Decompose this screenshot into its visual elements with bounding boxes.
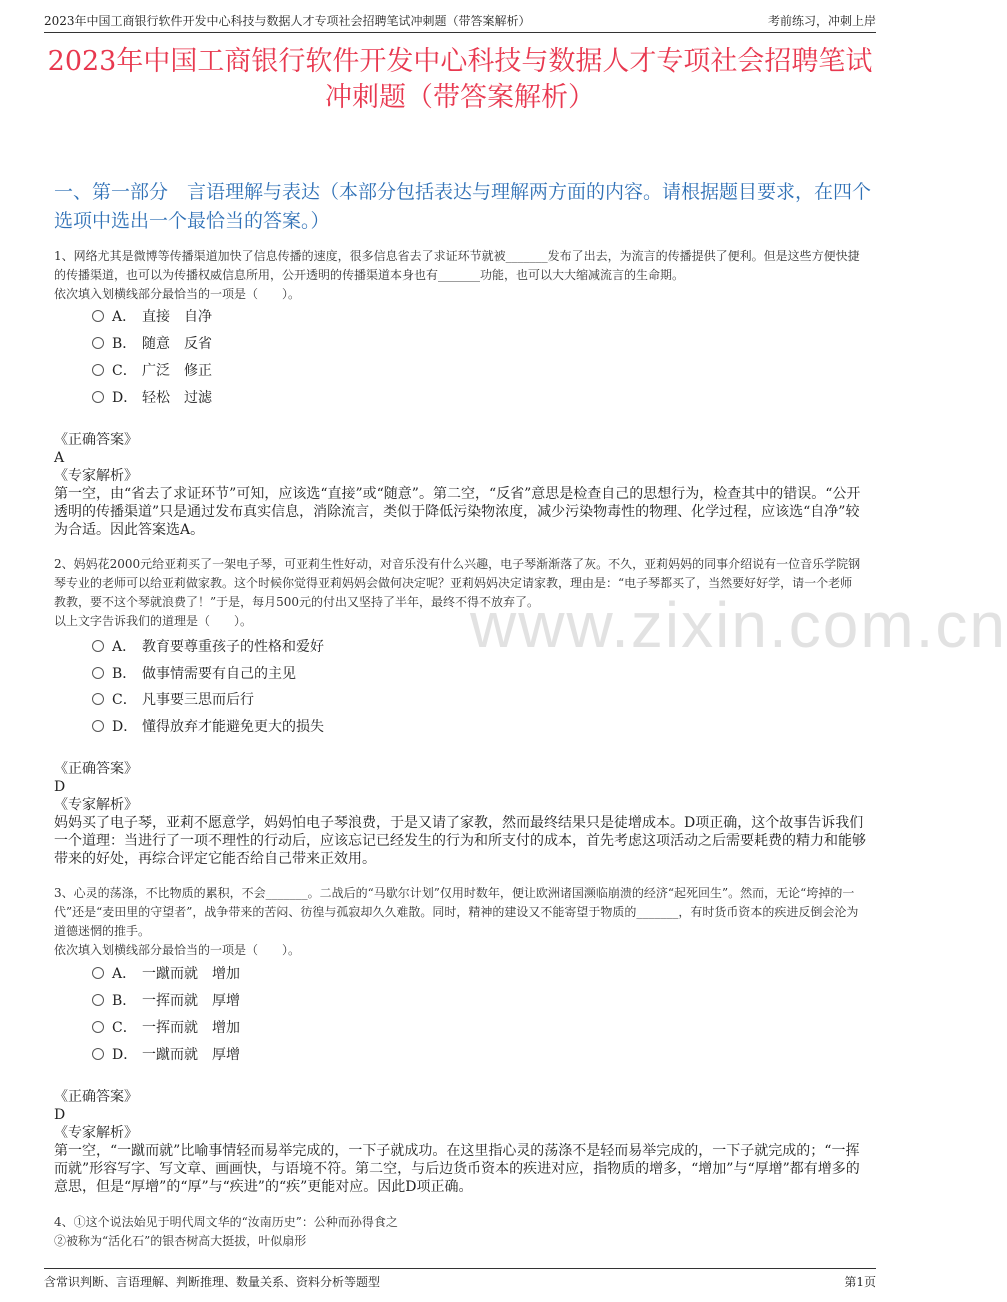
header-title: 2023年中国工商银行软件开发中心科技与数据人才专项社会招聘笔试冲刺题（带答案解析） <box>44 14 531 28</box>
q3-option-c[interactable]: C． 一挥而就 增加 <box>92 1018 240 1038</box>
question-prompt: 依次填入划横线部分最恰当的一项是（ ）。 <box>54 287 301 301</box>
question-stem: 3、心灵的荡涤，不比物质的累积，不会_______。二战后的“马歇尔计划”仅用时数年，便让欧洲诸国濒临崩溃的经济“起死回生”。然而，无论“垮掉的一代”还是“麦田里的守望者”，战争带来的苦闷、彷徨与孤寂却久久难散。同时，精神的建设又不能寄望于物质的_______，有时货币资本的疾进反倒会沦为道德迷惘的推手。 <box>54 886 859 938</box>
analysis-text: 第一空，由“省去了求证环节”可知，应该选“直接”或“随意”。第二空，“反省”意思是检查自己的思想行为，检查其中的错误。“公开透明的传播渠道”只是通过发布真实信息，消除流言，类似于降低污染物浓度，减少污染物毒性的物理、化学过程，应该选“自净”较为合适。因此答案选A。 <box>54 486 861 538</box>
radio-icon[interactable] <box>92 391 104 403</box>
page-footer <box>44 1268 876 1291</box>
page-header <box>44 10 876 33</box>
option-text: 直接 自净 <box>142 309 212 325</box>
q3-option-d[interactable]: D． 一蹴而就 厚增 <box>92 1045 240 1065</box>
analysis-label: 《专家解析》 <box>54 1125 138 1141</box>
q1-option-c[interactable]: C． 广泛 修正 <box>92 361 212 381</box>
answer-value: D <box>54 779 66 795</box>
q3-answer-block <box>54 1088 868 1196</box>
option-text: 懂得放弃才能避免更大的损失 <box>142 719 324 735</box>
question-prompt: 依次填入划横线部分最恰当的一项是（ ）。 <box>54 943 301 957</box>
option-text: 一蹴而就 增加 <box>142 966 240 982</box>
question-prompt: 以上文字告诉我们的道理是（ ）。 <box>54 614 253 628</box>
option-text: 做事情需要有自己的主见 <box>142 666 296 682</box>
question-2-stem <box>54 555 864 631</box>
q3-option-b[interactable]: B． 一挥而就 厚增 <box>92 991 240 1011</box>
option-text: 轻松 过滤 <box>142 390 212 406</box>
analysis-label: 《专家解析》 <box>54 468 138 484</box>
question-1-stem <box>54 247 864 304</box>
q1-option-d[interactable]: D． 轻松 过滤 <box>92 388 212 408</box>
watermark: www.zixin.com.cn <box>470 589 1007 661</box>
q2-answer-block <box>54 760 868 868</box>
radio-icon[interactable] <box>92 1048 104 1060</box>
radio-icon[interactable] <box>92 693 104 705</box>
document-title: 2023年中国工商银行软件开发中心科技与数据人才专项社会招聘笔试冲刺题（带答案解析） <box>47 46 873 113</box>
section-heading: 一、第一部分 言语理解与表达（本部分包括表达与理解两方面的内容。请根据题目要求，在四个选项中选出一个最恰当的答案。） <box>54 181 872 232</box>
answer-label: 《正确答案》 <box>54 1089 138 1105</box>
option-text: 一蹴而就 厚增 <box>142 1047 240 1063</box>
radio-icon[interactable] <box>92 994 104 1006</box>
radio-icon[interactable] <box>92 364 104 376</box>
question-line: ②被称为“活化石”的银杏树高大挺拔，叶似扇形 <box>54 1234 307 1248</box>
q2-option-b[interactable]: B． 做事情需要有自己的主见 <box>92 664 296 684</box>
page-number: 第1页 <box>844 1275 876 1289</box>
option-text: 一挥而就 增加 <box>142 1020 240 1036</box>
radio-icon[interactable] <box>92 337 104 349</box>
answer-value: A <box>54 450 65 466</box>
answer-value: D <box>54 1107 66 1123</box>
analysis-text: 妈妈买了电子琴，亚莉不愿意学，妈妈怕电子琴浪费，于是又请了家教，然而最终结果只是徒增成本。D项正确，这个故事告诉我们一个道理：当进行了一项不理性的行动后，应该忘记已经发生的行为和所支付的成本，首先考虑这项活动之后需要耗费的精力和能够带来的好处，再综合评定它能否给自己带来正效用。 <box>54 815 866 867</box>
q2-option-d[interactable]: D． 懂得放弃才能避免更大的损失 <box>92 717 324 737</box>
q3-option-a[interactable]: A． 一蹴而就 增加 <box>92 964 240 984</box>
q1-answer-block <box>54 431 868 539</box>
q2-option-c[interactable]: C． 凡事要三思而后行 <box>92 690 254 710</box>
radio-icon[interactable] <box>92 1021 104 1033</box>
question-4-stem <box>54 1213 864 1251</box>
footer-note: 含常识判断、言语理解、判断推理、数量关系、资料分析等题型 <box>44 1275 381 1289</box>
radio-icon[interactable] <box>92 967 104 979</box>
analysis-text: 第一空，“一蹴而就”比喻事情轻而易举完成的，一下子就成功。在这里指心灵的荡涤不是轻而易举完成的，一下子就完成的；“一挥而就”形容写字、写文章、画画快，与语境不符。第二空，与后边货币资本的疾进对应，指物质的增多，“增加”与“厚增”都有增多的意思，但是“厚增”的“厚”与“疾进”的“疾”更能对应。因此D项正确。 <box>54 1143 860 1195</box>
header-slogan: 考前练习，冲刺上岸 <box>767 14 876 28</box>
question-stem: 2、妈妈花2000元给亚莉买了一架电子琴，可亚莉生性好动，对音乐没有什么兴趣，电子琴渐渐落了灰。不久，亚莉妈妈的同事介绍说有一位音乐学院钢琴专业的老师可以给亚莉做家教。这个时候你觉得亚莉妈妈会做何决定呢？亚莉妈妈决定请家教，理由是：“电子琴都买了，当然要好好学，请一个老师教教，要不这个琴就浪费了！”于是，每月500元的付出又坚持了半年，最终不得不放弃了。 <box>54 557 861 609</box>
q1-option-a[interactable]: A． 直接 自净 <box>92 307 212 327</box>
question-line: 4、①这个说法始见于明代周文华的“汝南历史”：公种而孙得食之 <box>54 1215 398 1229</box>
option-text: 凡事要三思而后行 <box>142 692 254 708</box>
analysis-label: 《专家解析》 <box>54 797 138 813</box>
radio-icon[interactable] <box>92 720 104 732</box>
q1-option-b[interactable]: B． 随意 反省 <box>92 334 212 354</box>
answer-label: 《正确答案》 <box>54 432 138 448</box>
q2-option-a[interactable]: A． 教育要尊重孩子的性格和爱好 <box>92 637 324 657</box>
option-text: 教育要尊重孩子的性格和爱好 <box>142 639 324 655</box>
question-stem: 1、网络尤其是微博等传播渠道加快了信息传播的速度，很多信息省去了求证环节就被_______发布了出去，为流言的传播提供了便利。但是这些方便快捷的传播渠道，也可以为传播权威信息所用，公开透明的传播渠道本身也有_______功能，也可以大大缩减流言的生命期。 <box>54 249 860 282</box>
option-text: 随意 反省 <box>142 336 212 352</box>
radio-icon[interactable] <box>92 640 104 652</box>
radio-icon[interactable] <box>92 310 104 322</box>
option-text: 一挥而就 厚增 <box>142 993 240 1009</box>
option-text: 广泛 修正 <box>142 363 212 379</box>
question-3-stem <box>54 884 864 960</box>
radio-icon[interactable] <box>92 667 104 679</box>
answer-label: 《正确答案》 <box>54 761 138 777</box>
